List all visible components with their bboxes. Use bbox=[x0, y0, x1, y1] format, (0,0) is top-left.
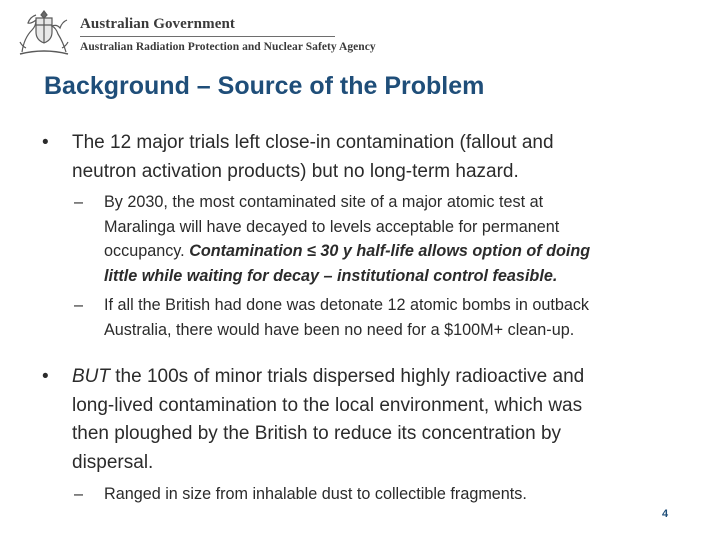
sub-1-1-line-2: Maralinga will have decayed to levels acceptable for permanent bbox=[104, 217, 560, 236]
sub-1-1-line-3 bbox=[104, 239, 590, 264]
dash-marker: – bbox=[74, 485, 84, 503]
dash-marker: – bbox=[74, 296, 84, 314]
sub-bullet-2-1 bbox=[74, 482, 527, 507]
page-number: 4 bbox=[662, 508, 669, 520]
bullet-2-line-2: long-lived contamination to the local environment, which was bbox=[72, 394, 583, 416]
sub-1-1-line-4: little while waiting for decay – institutional control feasible. bbox=[104, 266, 558, 285]
government-name: Australian Government bbox=[80, 16, 236, 32]
bullet-2-line-1 bbox=[72, 363, 584, 392]
sub-2-1-line-1: Ranged in size from inhalable dust to collectible fragments. bbox=[104, 485, 527, 503]
bullet-2-line-4: dispersal. bbox=[72, 451, 154, 473]
sub-bullet-1-1 bbox=[74, 190, 591, 288]
bullet-marker: • bbox=[42, 366, 49, 387]
emphasis-but: BUT bbox=[72, 366, 110, 387]
dash-marker: – bbox=[74, 193, 84, 211]
bullet-2-text: the 100s of minor trials dispersed highly radioactive and bbox=[110, 366, 585, 387]
sub-1-1-line-1: By 2030, the most contaminated site of a major atomic test at bbox=[104, 193, 544, 211]
sub-bullet-1-2 bbox=[74, 293, 590, 342]
bullet-1-line-1: The 12 major trials left close-in contamination (fallout and bbox=[72, 132, 554, 153]
agency-name: Australian Radiation Protection and Nuclear Safety Agency bbox=[80, 41, 376, 53]
bullet-1-line-2: neutron activation products) but no long-term hazard. bbox=[72, 160, 519, 182]
slide-title: Background – Source of the Problem bbox=[44, 72, 485, 100]
bullet-marker: • bbox=[42, 132, 49, 153]
bullet-1 bbox=[42, 129, 554, 186]
bullet-2 bbox=[42, 363, 585, 477]
sub-1-2-line-2: Australia, there would have been no need for a $100M+ clean-up. bbox=[104, 320, 575, 339]
bullet-2-line-3: then ploughed by the British to reduce its concentration by bbox=[72, 423, 562, 444]
sub-1-2-line-1: If all the British had done was detonate 12 atomic bombs in outback bbox=[104, 296, 590, 314]
sub-1-1-text: occupancy. bbox=[104, 242, 190, 260]
emphasis-text: Contamination ≤ 30 y half-life allows option of doing bbox=[189, 242, 591, 260]
